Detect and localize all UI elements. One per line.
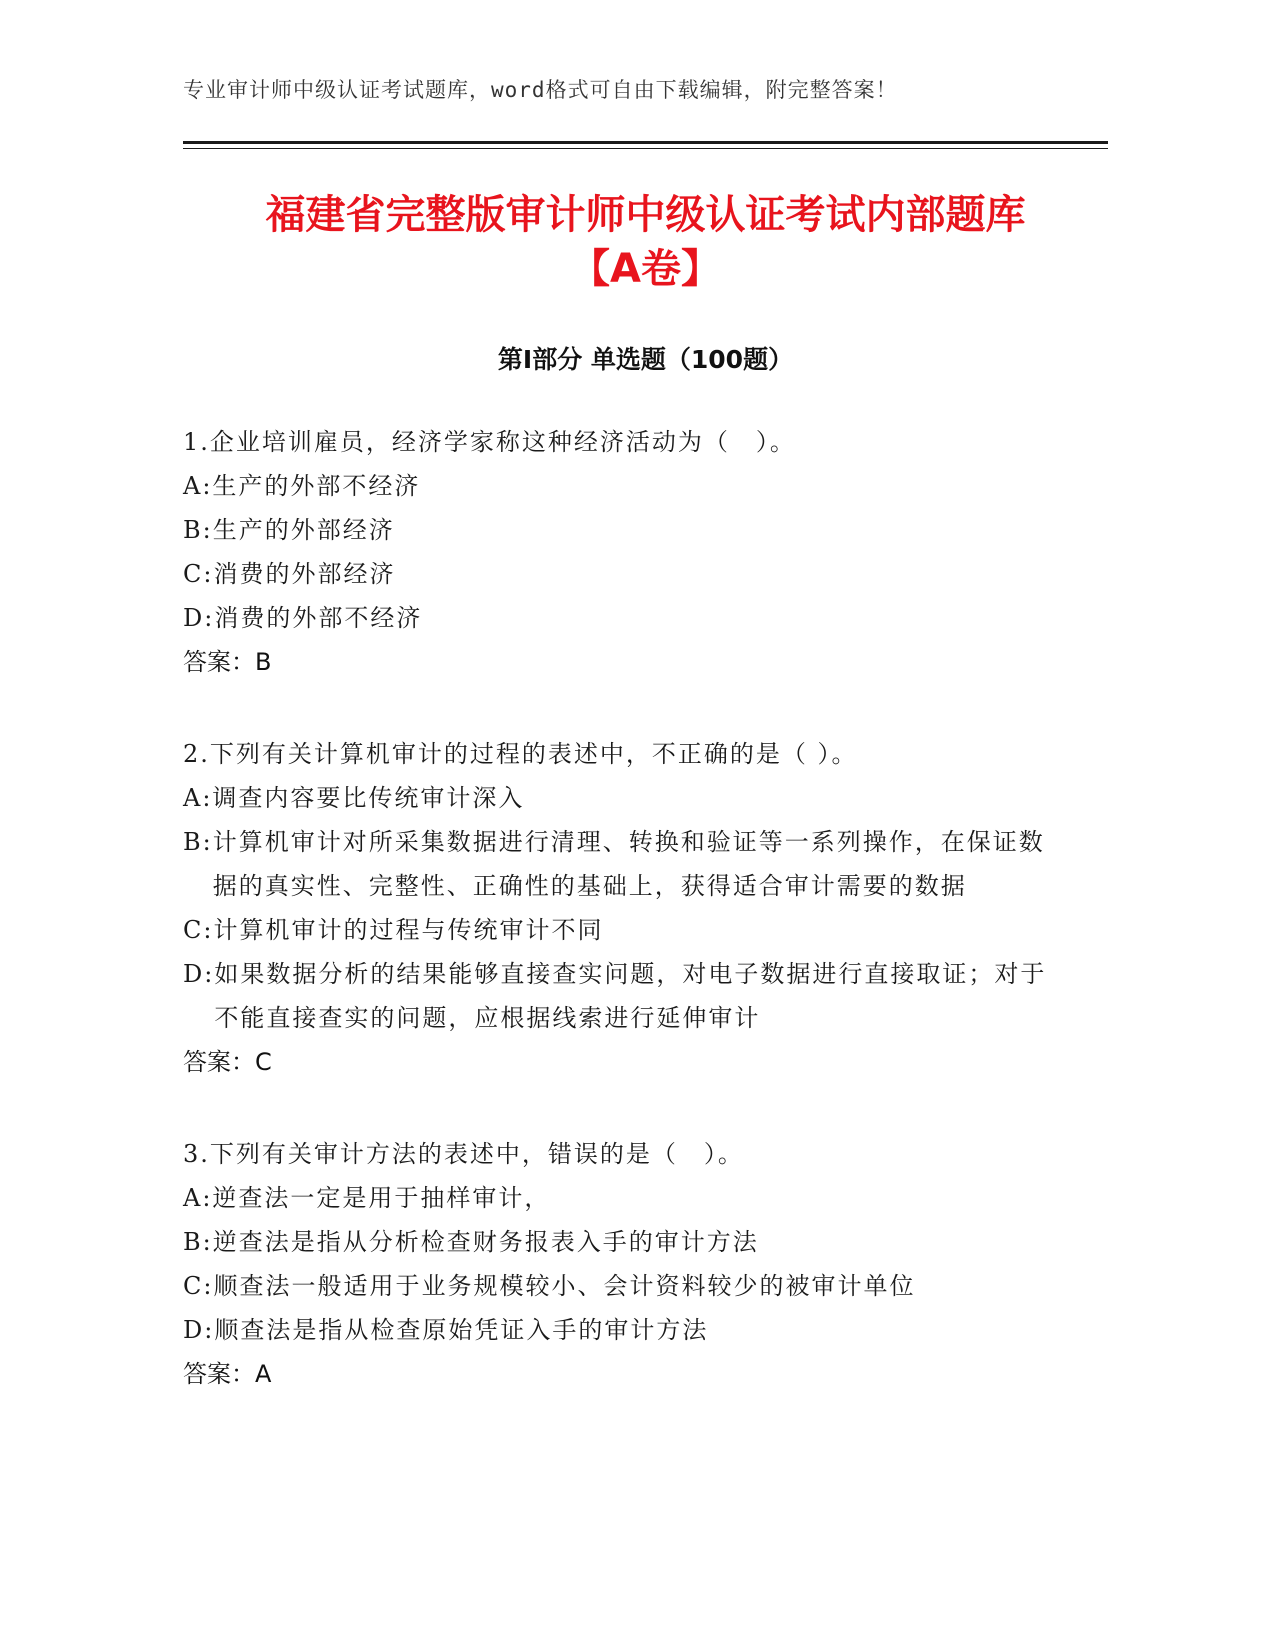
option-letter: A: xyxy=(183,472,213,500)
option-text: 生产的外部不经济 xyxy=(212,472,421,500)
option-letter: D: xyxy=(183,960,215,988)
option-text: 计算机审计的过程与传统审计不同 xyxy=(213,916,604,944)
answer-line: 答案：B xyxy=(183,648,272,676)
question-stem: 3.下列有关审计方法的表述中，错误的是（ ）。 xyxy=(183,1140,744,1168)
title-line-1: 福建省完整版审计师中级认证考试内部题库 xyxy=(265,192,1026,238)
question-3 xyxy=(183,1132,1063,1396)
section-heading: 第Ⅰ部分 单选题（100题） xyxy=(497,345,794,374)
option-text: 消费的外部经济 xyxy=(213,560,396,588)
option-text: 顺查法是指从检查原始凭证入手的审计方法 xyxy=(214,1316,709,1344)
question-2 xyxy=(183,732,1063,1084)
option-c xyxy=(183,552,1063,596)
option-letter: C: xyxy=(183,916,214,944)
option-c xyxy=(183,1264,1063,1308)
option-text: 调查内容要比传统审计深入 xyxy=(212,784,525,812)
question-1 xyxy=(183,420,1063,684)
option-letter: B: xyxy=(183,1228,213,1256)
option-text: 如果数据分析的结果能够直接查实问题，对电子数据进行直接取证；对于不能直接查实的问题，应根据线索进行延伸审计 xyxy=(214,960,1047,1032)
option-letter: A: xyxy=(183,1184,213,1212)
option-letter: C: xyxy=(183,560,214,588)
option-letter: D: xyxy=(183,1316,215,1344)
option-a xyxy=(183,464,1063,508)
option-c xyxy=(183,908,1063,952)
option-text: 逆查法是指从分析检查财务报表入手的审计方法 xyxy=(212,1228,759,1256)
option-text: 消费的外部不经济 xyxy=(214,604,423,632)
header-divider-thin xyxy=(183,148,1108,149)
option-letter: C: xyxy=(183,1272,214,1300)
option-text: 逆查法一定是用于抽样审计， xyxy=(212,1184,551,1212)
answer-line: 答案：C xyxy=(183,1048,272,1076)
title-line-2: 【A卷】 xyxy=(570,246,721,292)
option-text: 生产的外部经济 xyxy=(212,516,395,544)
option-text: 顺查法一般适用于业务规模较小、会计资料较少的被审计单位 xyxy=(213,1272,916,1300)
option-letter: B: xyxy=(183,516,213,544)
page-title xyxy=(183,188,1108,296)
header-text: 专业审计师中级认证考试题库，word格式可自由下载编辑，附完整答案！ xyxy=(183,78,898,102)
option-a xyxy=(183,776,1063,820)
option-b xyxy=(183,508,1063,552)
option-d xyxy=(183,1308,1063,1352)
question-list xyxy=(183,420,1063,1444)
option-d xyxy=(183,596,1063,640)
option-text: 计算机审计对所采集数据进行清理、转换和验证等一系列操作，在保证数据的真实性、完整性、正确性的基础上，获得适合审计需要的数据 xyxy=(212,828,1045,900)
header-divider xyxy=(183,141,1108,144)
question-stem: 2.下列有关计算机审计的过程的表述中，不正确的是（ ）。 xyxy=(183,740,858,768)
question-stem: 1.企业培训雇员，经济学家称这种经济活动为（ ）。 xyxy=(183,428,796,456)
option-letter: A: xyxy=(183,784,213,812)
option-letter: D: xyxy=(183,604,215,632)
answer-line: 答案：A xyxy=(183,1360,272,1388)
option-b xyxy=(183,1220,1063,1264)
option-b xyxy=(183,820,1063,908)
option-a xyxy=(183,1176,1063,1220)
option-letter: B: xyxy=(183,828,213,856)
option-d xyxy=(183,952,1063,1040)
